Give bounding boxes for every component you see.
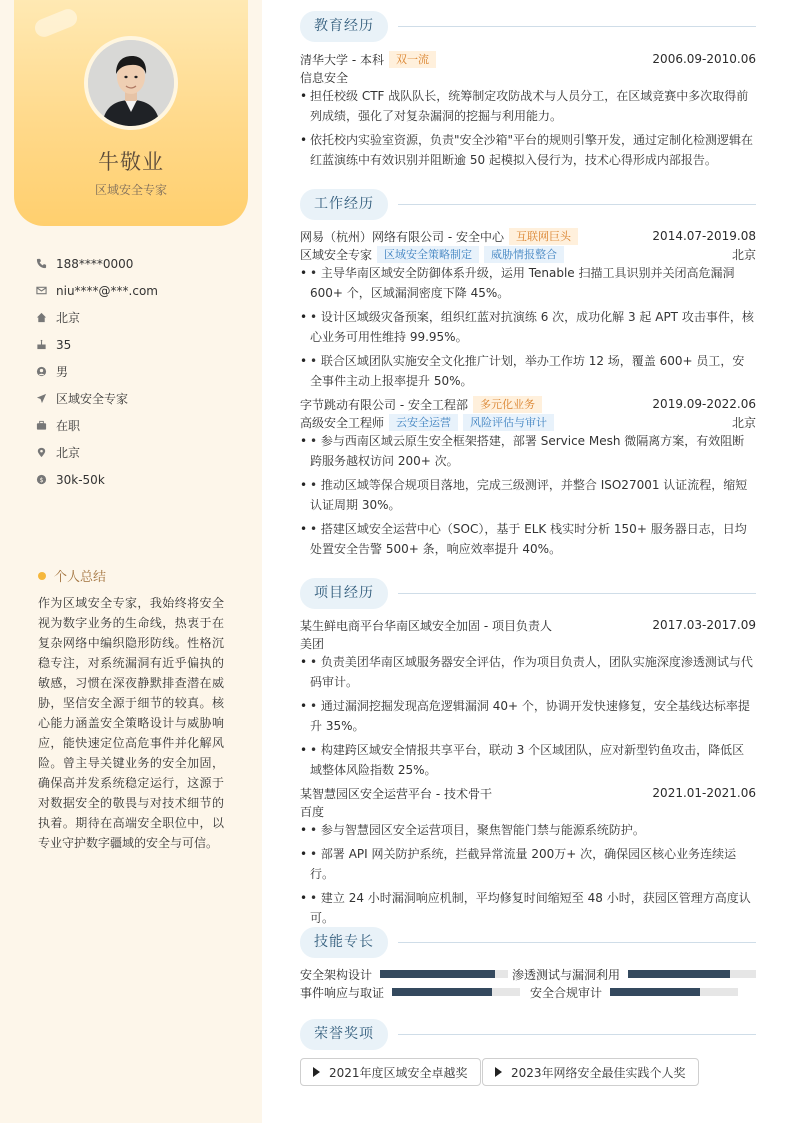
project-period: 2021.01-2021.06: [652, 786, 756, 800]
work-bullets: [300, 431, 756, 563]
role-tag: 区域安全策略制定: [377, 246, 479, 263]
work-city: 北京: [731, 415, 756, 430]
award-item: [300, 1058, 481, 1086]
role-tag: 云安全运营: [389, 414, 458, 431]
section-title: 教育经历: [300, 11, 388, 42]
project-org: 百度: [300, 804, 325, 819]
list-item: • • 参与西南区域云原生安全框架搭建，部署 Service Mesh 微隔离方案，有效阻断跨服务越权访问 200+ 次。: [300, 431, 756, 471]
info-location-text: 北京: [56, 446, 81, 460]
work-entry-header: [300, 227, 756, 245]
work-bullets: [300, 263, 756, 395]
section-title: 技能专长: [300, 927, 388, 958]
role-tag: 威胁情报整合: [484, 246, 564, 263]
skill-bar-fill: [610, 988, 700, 996]
skill-name: 安全合规审计: [530, 985, 603, 1000]
section-awards-header: [300, 1018, 756, 1050]
svg-text:$: $: [39, 475, 44, 484]
section-education-header: [300, 10, 756, 42]
list-item: • 担任校级 CTF 战队队长，统筹制定攻防战术与人员分工，在区域竞赛中多次取得前列成绩，强化了对复杂漏洞的挖掘与利用能力。: [300, 86, 756, 126]
award-item: [482, 1058, 699, 1086]
work-role-row: [300, 245, 756, 263]
gender-icon: [36, 366, 56, 377]
skill-bar: [628, 970, 756, 978]
major: 信息安全: [300, 70, 349, 85]
skill-bar: [610, 988, 738, 996]
role: 区域安全专家: [300, 247, 373, 262]
info-phone: [36, 250, 246, 277]
list-item: • • 搭建区域安全运营中心（SOC），基于 ELK 栈实时分析 150+ 服务器日志，日均处置安全告警 500+ 条，响应效率提升 40%。: [300, 519, 756, 559]
info-hometown-text: 北京: [56, 311, 81, 325]
skill-item: [512, 966, 756, 982]
role-tag: 风险评估与审计: [463, 414, 554, 431]
award-text: 2023年网络安全最佳实践个人奖: [511, 1065, 686, 1080]
info-phone-text: 188****0000: [56, 256, 134, 271]
project-entry-header: [300, 616, 756, 634]
divider: [398, 1034, 756, 1035]
project-entry-header: [300, 784, 756, 802]
section-skills-header: [300, 926, 756, 958]
skill-bar-fill: [628, 970, 730, 978]
education-entry-header: [300, 50, 756, 68]
list-item: • 依托校内实验室资源，负责"安全沙箱"平台的规则引擎开发，通过定制化检测逻辑在红蓝演练中有效识别并阻断逾 50 起模拟入侵行为，技术心得形成内部报告。: [300, 130, 756, 170]
company-name: 字节跳动有限公司 - 安全工程部: [300, 397, 468, 412]
home-icon: [36, 312, 56, 323]
skill-bar: [392, 988, 520, 996]
info-status: [36, 412, 246, 439]
company-tag: 多元化业务: [473, 396, 542, 413]
summary-title: 个人总结: [54, 570, 107, 585]
mail-icon: [36, 285, 56, 296]
project-org-row: [300, 802, 756, 820]
project-name: 某生鲜电商平台华南区域安全加固 - 项目负责人: [300, 618, 552, 633]
work-period: 2019.09-2022.06: [652, 397, 756, 411]
info-age: [36, 331, 246, 358]
skill-item: [300, 966, 508, 982]
section-project-header: [300, 577, 756, 609]
skill-bar-fill: [380, 970, 495, 978]
list-item: • • 推动区域等保合规项目落地，完成三级测评，并整合 ISO27001 认证流程，缩短认证周期 30%。: [300, 475, 756, 515]
play-icon: [495, 1067, 502, 1077]
avatar-photo: [88, 40, 174, 126]
company-name: 网易（杭州）网络有限公司 - 安全中心: [300, 229, 504, 244]
salary-icon: [36, 474, 56, 485]
cake-icon: [36, 339, 56, 350]
list-item: • • 通过漏洞挖掘发现高危逻辑漏洞 40+ 个，协调开发快速修复，安全基线达标率提升 35%。: [300, 696, 756, 736]
company-tag: 互联网巨头: [509, 228, 578, 245]
info-age-text: 35: [56, 337, 72, 352]
education-bullets: [300, 86, 756, 174]
info-salary-text: 30k-50k: [56, 472, 105, 487]
project-name: 某智慧园区安全运营平台 - 技术骨干: [300, 786, 492, 801]
project-org: 美团: [300, 636, 325, 651]
work-entry-header: [300, 395, 756, 413]
send-icon: [36, 393, 56, 404]
sidebar: [0, 0, 262, 1123]
summary-text: 作为区域安全专家，我始终将安全视为数字业务的生命线，热衷于在复杂网络中编织隐形防线。性格沉稳专注，对系统漏洞有近乎偏执的敏感，习惯在深夜静默排查潜在威胁，坚信安全源于细节的较真。核心能力涵盖安全策略设计与威胁响应，能快速定位高危事件并化解风险。曾主导关键业务的安全加固，确保高并发系统稳定运行，这源于对数据安全的敬畏与对技术细节的执着。期待在高端安全职位中，以专业守护数字疆域的安全与可信。: [38, 596, 224, 850]
list-item: • • 构建跨区域安全情报共享平台，联动 3 个区域团队，应对新型钓鱼攻击，降低区域整体风险指数 25%。: [300, 740, 756, 780]
award-text: 2021年度区域安全卓越奖: [329, 1065, 468, 1080]
list-item: • • 主导华南区域安全防御体系升级，运用 Tenable 扫描工具识别并关闭高危漏洞 600+ 个，区域漏洞密度下降 45%。: [300, 263, 756, 303]
section-title: 工作经历: [300, 189, 388, 220]
bullet-dot-icon: [38, 572, 46, 580]
info-hometown: [36, 304, 246, 331]
divider: [398, 26, 756, 27]
play-icon: [313, 1067, 320, 1077]
section-title: 项目经历: [300, 578, 388, 609]
education-major-row: [300, 68, 756, 86]
list-item: • • 负责美团华南区域服务器安全评估，作为项目负责人，团队实施深度渗透测试与代码审计。: [300, 652, 756, 692]
contact-info-list: [36, 250, 246, 493]
list-item: • • 参与智慧园区安全运营项目，聚焦智能门禁与能源系统防护。: [300, 820, 756, 840]
section-title: 荣誉奖项: [300, 1019, 388, 1050]
info-location: [36, 439, 246, 466]
info-position-text: 区域安全专家: [56, 392, 129, 406]
skill-item: [530, 984, 738, 1000]
skill-name: 渗透测试与漏洞利用: [512, 967, 621, 982]
list-item: • • 部署 API 网关防护系统，拦截异常流量 200万+ 次，确保园区核心业务连续运行。: [300, 844, 756, 884]
project-bullets: [300, 652, 756, 784]
skill-bar: [380, 970, 508, 978]
briefcase-icon: [36, 420, 56, 431]
profile-title: 区域安全专家: [94, 183, 167, 197]
work-role-row: [300, 413, 756, 431]
avatar: [84, 36, 178, 130]
divider: [398, 204, 756, 205]
skill-name: 事件响应与取证: [300, 985, 385, 1000]
skill-item: [300, 984, 520, 1000]
work-period: 2014.07-2019.08: [652, 229, 756, 243]
section-work-header: [300, 188, 756, 220]
school-tag: 双一流: [389, 51, 436, 68]
phone-icon: [36, 258, 56, 269]
project-period: 2017.03-2017.09: [652, 618, 756, 632]
info-gender: [36, 358, 246, 385]
info-position: [36, 385, 246, 412]
project-org-row: [300, 634, 756, 652]
divider: [398, 593, 756, 594]
project-bullets: [300, 820, 756, 932]
profile-name: 牛敬业: [98, 150, 164, 174]
list-item: • • 联合区域团队实施安全文化推广计划，举办工作坊 12 场，覆盖 600+ 员工，安全事件主动上报率提升 50%。: [300, 351, 756, 391]
location-icon: [36, 447, 56, 458]
info-status-text: 在职: [56, 419, 81, 433]
education-period: 2006.09-2010.06: [652, 52, 756, 66]
info-email-text: niu****@***.com: [56, 283, 158, 298]
role: 高级安全工程师: [300, 415, 385, 430]
skill-bar-fill: [392, 988, 492, 996]
info-gender-text: 男: [56, 365, 69, 379]
list-item: • • 建立 24 小时漏洞响应机制，平均修复时间缩短至 48 小时，获园区管理方高度认可。: [300, 888, 756, 928]
skill-name: 安全架构设计: [300, 967, 373, 982]
work-city: 北京: [731, 247, 756, 262]
info-salary: [36, 466, 246, 493]
info-email: [36, 277, 246, 304]
list-item: • • 设计区域级灾备预案，组织红蓝对抗演练 6 次，成功化解 3 起 APT 攻击事件，核心业务可用性维持 99.95%。: [300, 307, 756, 347]
school-name: 清华大学 - 本科: [300, 52, 384, 67]
summary-heading: [38, 566, 106, 585]
divider: [398, 942, 756, 943]
